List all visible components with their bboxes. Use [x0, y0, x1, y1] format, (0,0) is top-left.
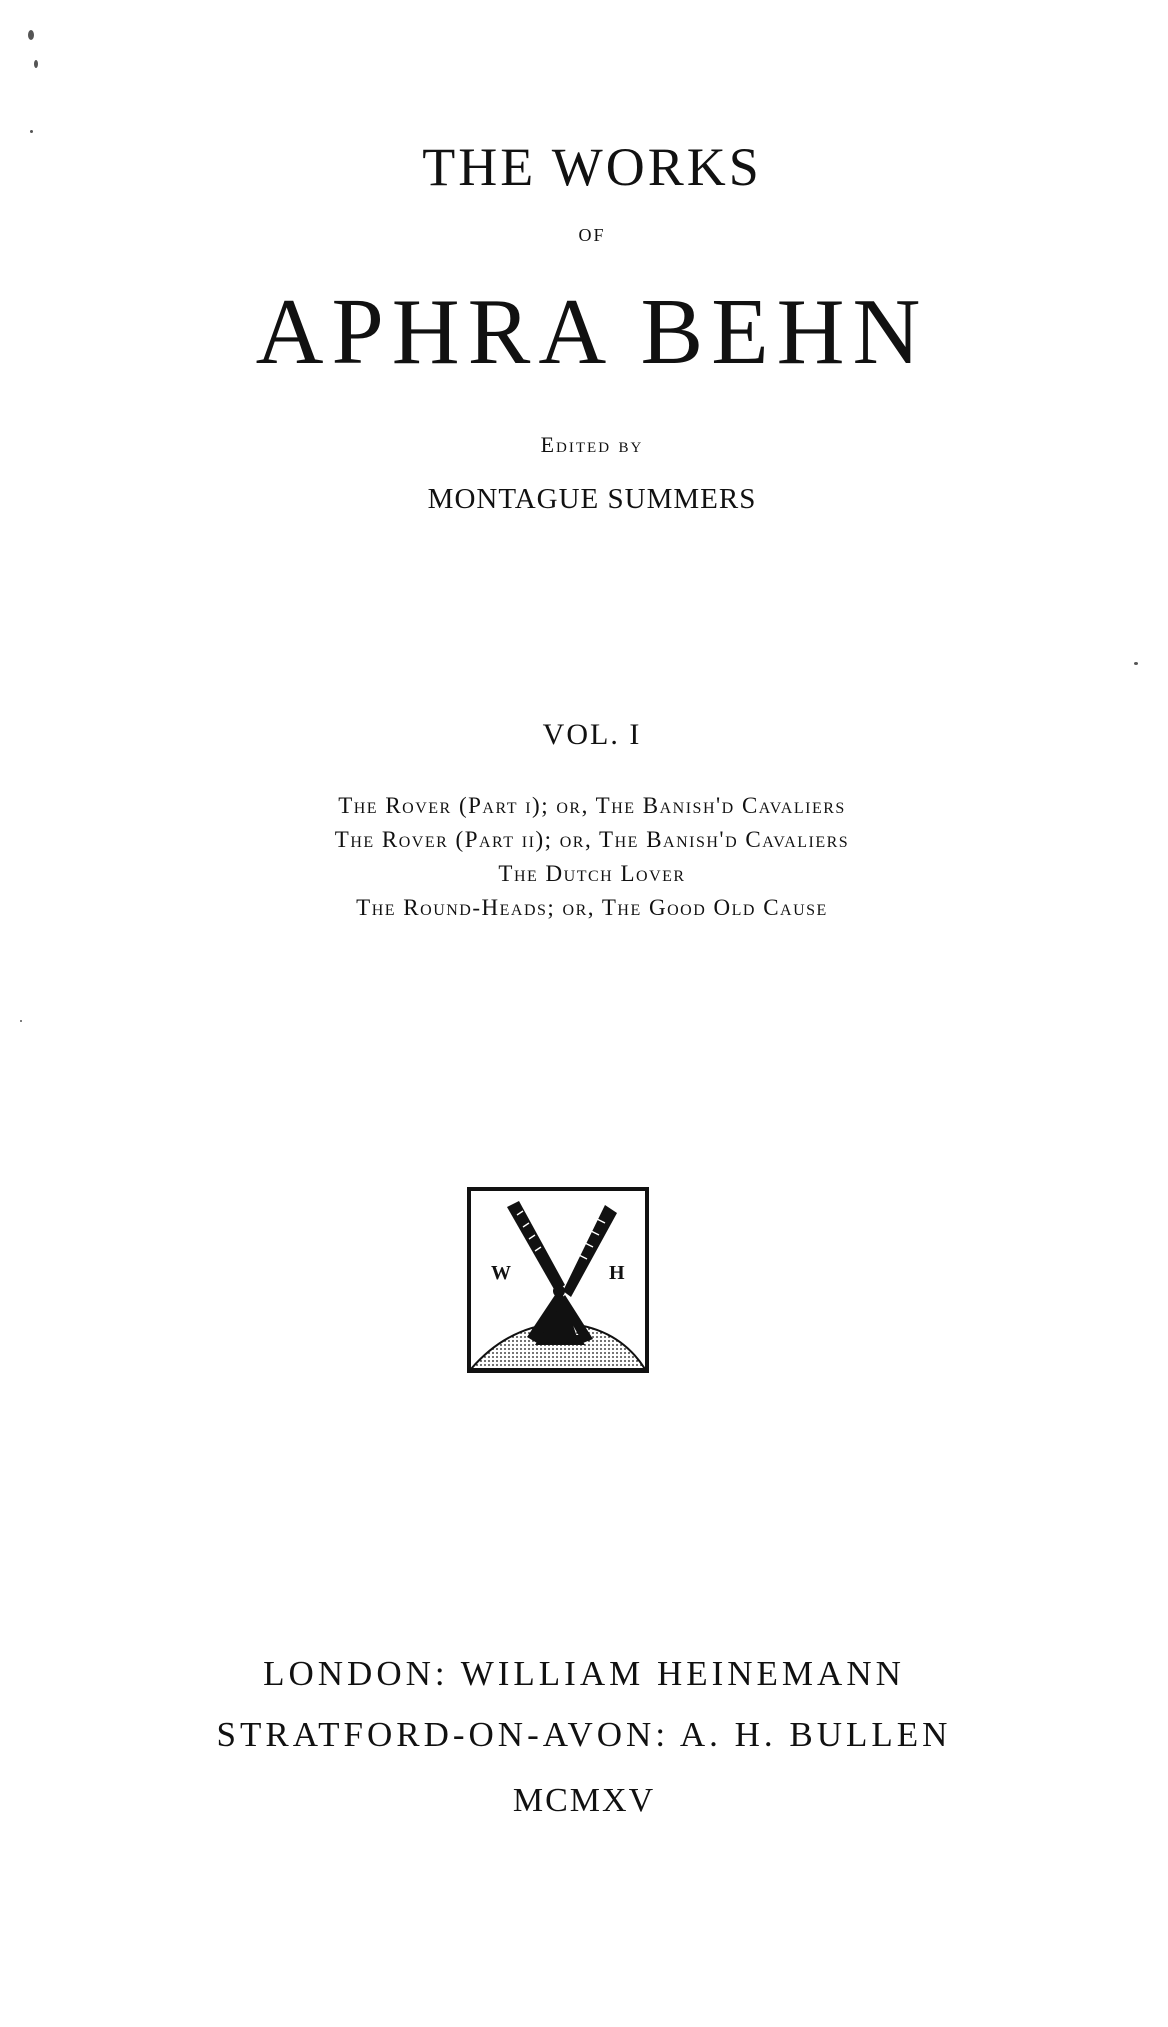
scan-speck [34, 60, 38, 68]
windmill-icon [467, 1187, 649, 1373]
imprint-london: LONDON: WILLIAM HEINEMANN [263, 1654, 905, 1693]
volume-label: VOL. I [542, 718, 642, 751]
mark-letter-w: W [491, 1262, 511, 1284]
edited-by-label: Edited by [540, 432, 644, 457]
scan-speck [1134, 662, 1138, 665]
scan-speck [28, 30, 34, 40]
editor-name: MONTAGUE SUMMERS [427, 483, 757, 515]
mark-letter-h: H [609, 1262, 625, 1284]
scan-speck [30, 130, 33, 133]
title-author: APHRA BEHN [255, 280, 929, 384]
contents-item: The Dutch Lover [498, 861, 686, 886]
printers-mark [467, 1187, 649, 1373]
title-works: THE WORKS [422, 137, 762, 197]
contents-item: The Rover (Part ii); or, The Banish'd Cavaliers [334, 827, 850, 852]
scan-speck [20, 1020, 22, 1022]
imprint-stratford: STRATFORD-ON-AVON: A. H. BULLEN [216, 1715, 952, 1754]
imprint-year: MCMXV [512, 1782, 656, 1819]
contents-item: The Rover (Part i); or, The Banish'd Cavaliers [338, 793, 846, 818]
contents-item: The Round-Heads; or, The Good Old Cause [356, 895, 828, 920]
title-of: OF [578, 225, 606, 245]
